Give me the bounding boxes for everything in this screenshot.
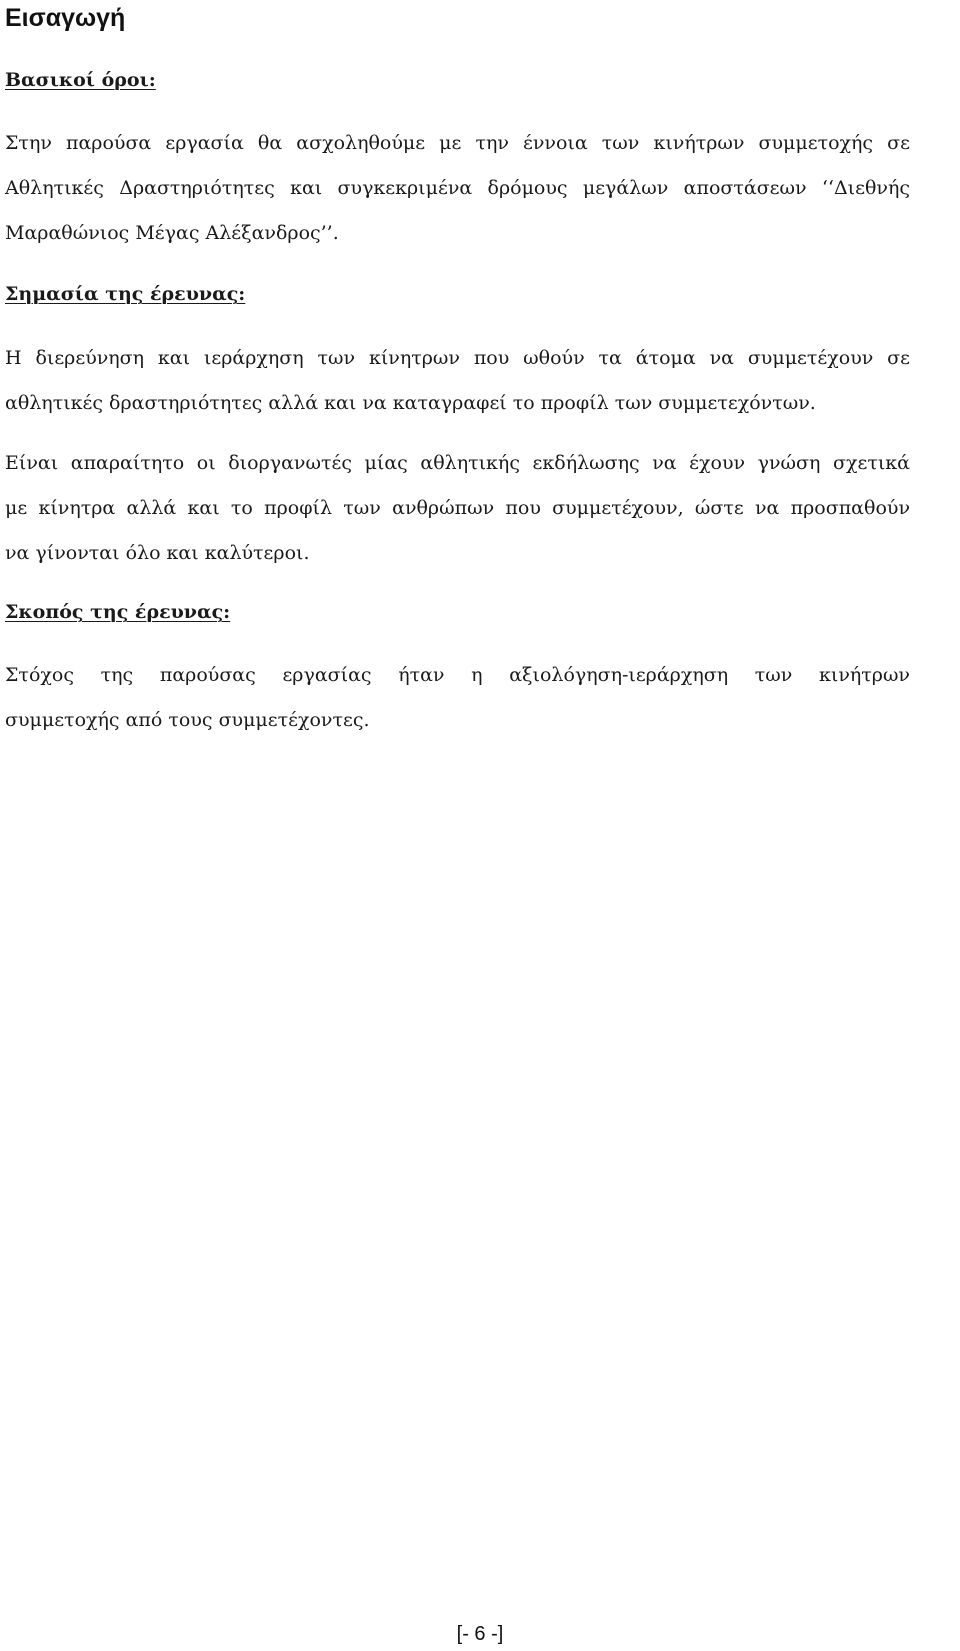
- paragraph-line: Μαραθώνιος Μέγας Αλέξανδρος’’.: [5, 222, 339, 244]
- paragraph-purpose: [5, 653, 910, 743]
- paragraph-line: Η διερεύνηση και ιεράρχηση των κίνητρων που ωθούν τα άτομα να συμμετέχουν σε: [5, 347, 910, 369]
- page-number: [- 6 -]: [456, 1623, 504, 1645]
- paragraph-line: Στην παρούσα εργασία θα ασχοληθούμε με την έννοια των κινήτρων συμμετοχής σε: [5, 132, 910, 154]
- section-heading-purpose: Σκοπός της έρευνας:: [5, 601, 231, 623]
- paragraph-basic-terms: [5, 121, 910, 256]
- paragraph-line: αθλητικές δραστηριότητες αλλά και να καταγραφεί το προφίλ των συμμετεχόντων.: [5, 392, 816, 414]
- paragraph-line: Στόχος της παρούσας εργασίας ήταν η αξιολόγηση-ιεράρχηση των κινήτρων: [5, 664, 910, 686]
- page-title: Εισαγωγή: [5, 4, 126, 32]
- paragraph-line: Είναι απαραίτητο οι διοργανωτές μίας αθλητικής εκδήλωσης να έχουν γνώση σχετικά: [5, 452, 910, 474]
- paragraph-significance-2: [5, 441, 910, 576]
- section-heading-significance: Σημασία της έρευνας:: [5, 283, 246, 305]
- paragraph-line: να γίνονται όλο και καλύτεροι.: [5, 542, 310, 564]
- paragraph-line: συμμετοχής από τους συμμετέχοντες.: [5, 709, 370, 731]
- section-heading-basic-terms: Βασικοί όροι:: [5, 69, 156, 91]
- paragraph-line: Αθλητικές Δραστηριότητες και συγκεκριμένα δρόμους μεγάλων αποστάσεων ‘‘Διεθνής: [5, 177, 910, 199]
- paragraph-significance-1: [5, 336, 910, 426]
- paragraph-line: με κίνητρα αλλά και το προφίλ των ανθρώπων που συμμετέχουν, ώστε να προσπαθούν: [5, 497, 910, 519]
